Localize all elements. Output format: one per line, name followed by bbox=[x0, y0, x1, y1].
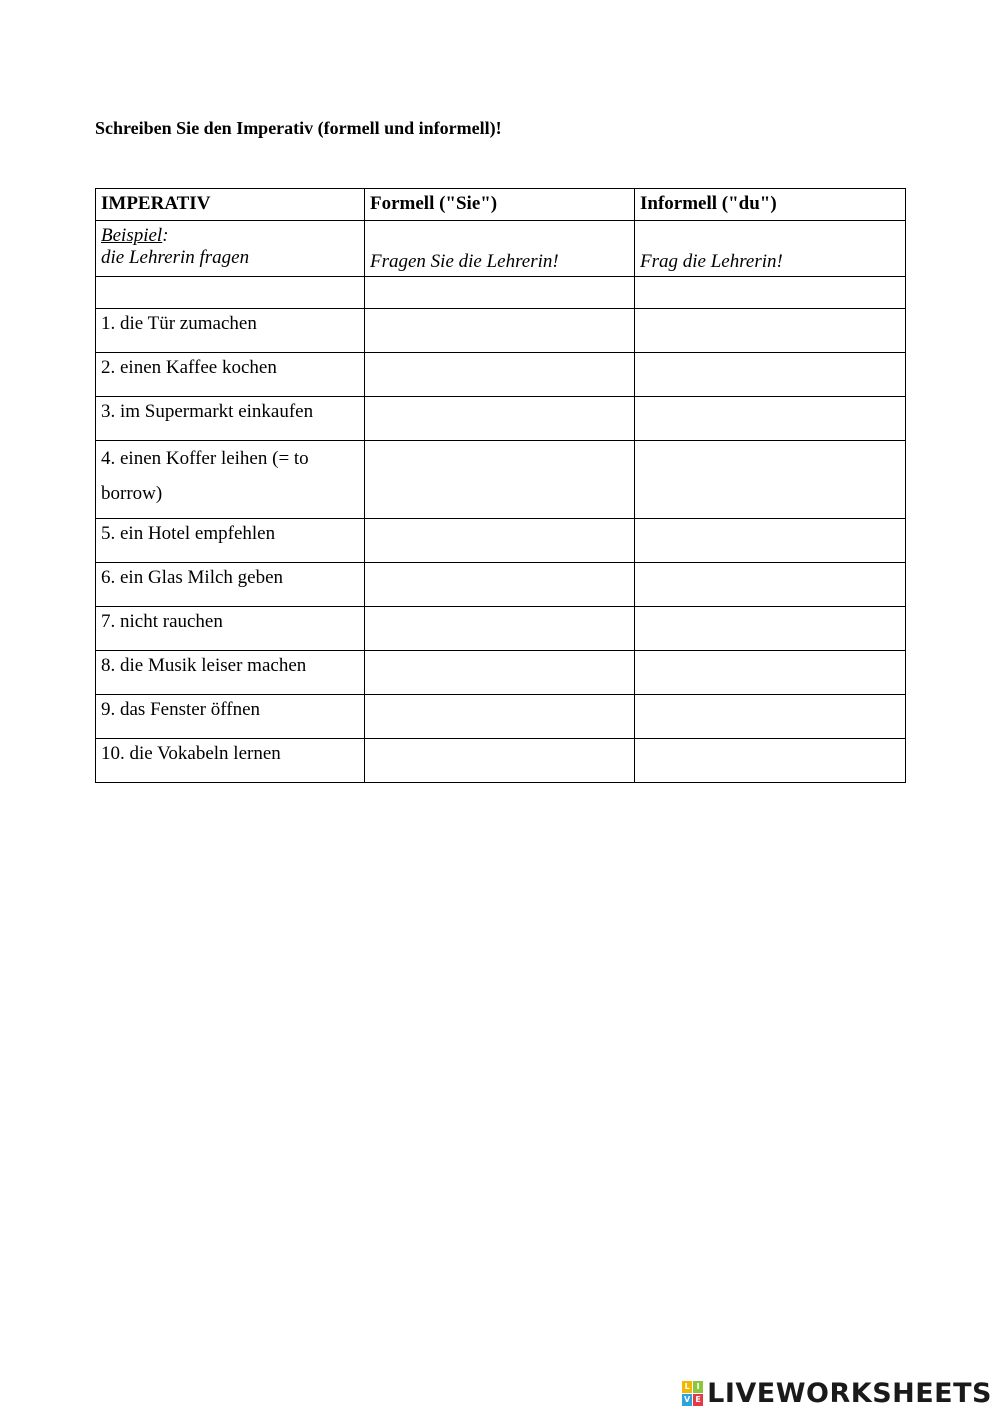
table-row bbox=[96, 651, 906, 695]
informell-answer-cell[interactable] bbox=[635, 397, 906, 441]
table-row bbox=[96, 353, 906, 397]
item-verb-cell: 2. einen Kaffee kochen bbox=[96, 353, 365, 397]
formell-answer-cell[interactable] bbox=[365, 353, 635, 397]
formell-answer-cell[interactable] bbox=[365, 607, 635, 651]
item-verb-cell: 9. das Fenster öffnen bbox=[96, 695, 365, 739]
items-body bbox=[96, 309, 906, 783]
example-informell: Frag die Lehrerin! bbox=[635, 221, 906, 277]
formell-answer-cell[interactable] bbox=[365, 651, 635, 695]
item-verb-cell: 1. die Tür zumachen bbox=[96, 309, 365, 353]
spacer-row bbox=[96, 277, 906, 309]
informell-answer-cell[interactable] bbox=[635, 563, 906, 607]
table-row bbox=[96, 607, 906, 651]
item-verb-cell: 7. nicht rauchen bbox=[96, 607, 365, 651]
table-row bbox=[96, 519, 906, 563]
spacer-cell bbox=[365, 277, 635, 309]
imperative-table bbox=[95, 188, 906, 783]
table-row bbox=[96, 563, 906, 607]
informell-answer-cell[interactable] bbox=[635, 353, 906, 397]
spacer-cell bbox=[96, 277, 365, 309]
item-verb-cell: 4. einen Koffer leihen (= to borrow) bbox=[96, 441, 365, 519]
item-verb-cell: 8. die Musik leiser machen bbox=[96, 651, 365, 695]
item-verb-cell: 3. im Supermarkt einkaufen bbox=[96, 397, 365, 441]
item-verb-cell: 5. ein Hotel empfehlen bbox=[96, 519, 365, 563]
formell-answer-cell[interactable] bbox=[365, 519, 635, 563]
spacer-cell bbox=[635, 277, 906, 309]
table-row bbox=[96, 397, 906, 441]
worksheet-title: Schreiben Sie den Imperativ (formell und informell)! bbox=[95, 118, 502, 138]
table-row bbox=[96, 309, 906, 353]
informell-answer-cell[interactable] bbox=[635, 309, 906, 353]
formell-answer-cell[interactable] bbox=[365, 441, 635, 519]
example-row bbox=[96, 221, 906, 277]
example-verb-cell bbox=[96, 221, 365, 277]
table-row bbox=[96, 441, 906, 519]
informell-answer-cell[interactable] bbox=[635, 441, 906, 519]
formell-answer-cell[interactable] bbox=[365, 309, 635, 353]
table-header-row bbox=[96, 189, 906, 221]
informell-answer-cell[interactable] bbox=[635, 607, 906, 651]
liveworksheets-logo bbox=[682, 1380, 992, 1407]
header-informell: Informell ("du") bbox=[635, 189, 906, 221]
logo-mark-icon bbox=[682, 1381, 703, 1406]
logo-mark-tile: I bbox=[693, 1381, 703, 1393]
formell-answer-cell[interactable] bbox=[365, 563, 635, 607]
informell-answer-cell[interactable] bbox=[635, 651, 906, 695]
item-verb-cell: 10. die Vokabeln lernen bbox=[96, 739, 365, 783]
example-label: Beispiel bbox=[101, 225, 163, 246]
logo-mark-tile: V bbox=[684, 1395, 691, 1404]
informell-answer-cell[interactable] bbox=[635, 695, 906, 739]
table-row bbox=[96, 695, 906, 739]
example-verb: die Lehrerin fragen bbox=[101, 247, 250, 268]
logo-mark-tile: L bbox=[682, 1381, 692, 1393]
logo-mark-tile: E bbox=[693, 1394, 703, 1406]
header-formell: Formell ("Sie") bbox=[365, 189, 635, 221]
formell-answer-cell[interactable] bbox=[365, 695, 635, 739]
item-verb-cell: 6. ein Glas Milch geben bbox=[96, 563, 365, 607]
header-imperativ: IMPERATIV bbox=[96, 189, 365, 221]
formell-answer-cell[interactable] bbox=[365, 739, 635, 783]
formell-answer-cell[interactable] bbox=[365, 397, 635, 441]
table-row bbox=[96, 739, 906, 783]
informell-answer-cell[interactable] bbox=[635, 519, 906, 563]
logo-text: LIVEWORKSHEETS bbox=[707, 1378, 992, 1409]
example-formell: Fragen Sie die Lehrerin! bbox=[365, 221, 635, 277]
informell-answer-cell[interactable] bbox=[635, 739, 906, 783]
example-colon: : bbox=[162, 225, 169, 246]
